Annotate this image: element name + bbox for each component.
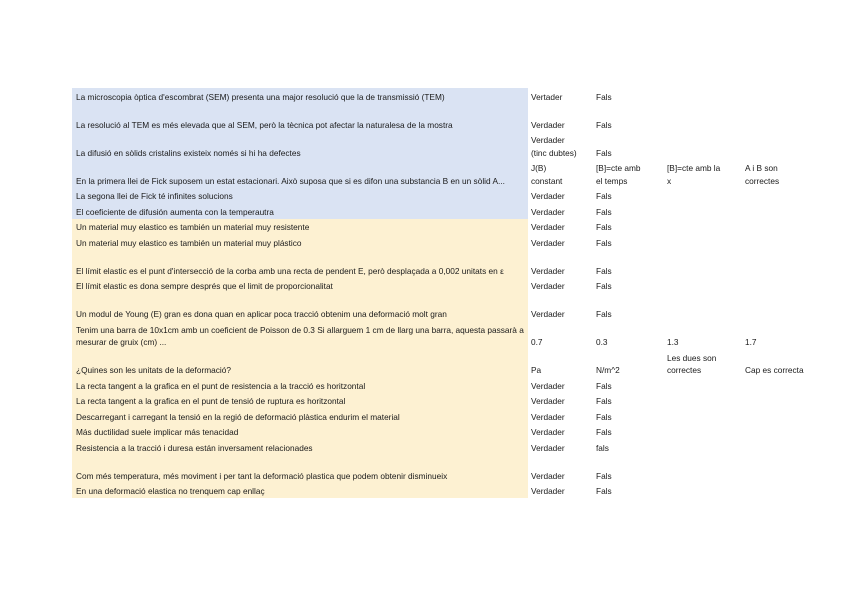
question-cell[interactable] [72,455,528,483]
question-cell[interactable] [72,278,528,294]
option-text: Fals [596,470,612,481]
option-cell[interactable] [531,278,595,294]
table-row [72,219,832,235]
table-row [72,377,832,393]
option-cell[interactable] [596,132,666,160]
question-cell[interactable] [72,439,528,455]
option-text: [B]=cte amb el temps [596,163,641,186]
option-cell[interactable] [596,219,666,235]
question-text: Un material muy elastico es también un material muy resistente [76,222,310,233]
option-cell[interactable] [745,321,831,349]
option-text: Fals [596,396,612,407]
question-cell[interactable] [72,250,528,278]
option-cell[interactable] [531,234,595,250]
option-cell[interactable] [596,393,666,409]
option-text: Verdader [531,396,565,407]
table-row [72,104,832,132]
table-row [72,234,832,250]
option-text: Cap es correcta [745,365,804,376]
question-text: La recta tangent a la grafica en el punt de resistencia a la tracció es horitzontal [76,380,366,391]
option-cell[interactable] [596,408,666,424]
option-text: Fals [596,237,612,248]
option-cell[interactable] [596,293,666,321]
option-cell[interactable] [596,203,666,219]
option-text: Verdader [531,119,565,130]
option-text: Fals [596,147,612,158]
table-row [72,188,832,204]
option-text: 1.7 [745,337,757,348]
option-cell[interactable] [596,104,666,132]
question-cell[interactable] [72,424,528,440]
question-cell[interactable] [72,188,528,204]
table-row [72,160,832,188]
option-text: Vertader [531,91,563,102]
table-row [72,408,832,424]
option-text: Fals [596,411,612,422]
option-cell[interactable] [745,349,831,377]
option-text: Verdader [531,309,565,320]
question-cell[interactable] [72,88,528,104]
option-text: Verdader [531,470,565,481]
option-text: Verdader [531,380,565,391]
table-row [72,203,832,219]
option-cell[interactable] [531,483,595,499]
question-text: Com més temperatura, més moviment i per tant la deformació plastica que podem obtenir disminueix [76,470,448,481]
option-cell[interactable] [596,424,666,440]
option-text: Fals [596,265,612,276]
option-text: Fals [596,427,612,438]
option-cell[interactable] [531,160,595,188]
table-row [72,424,832,440]
table-row [72,250,832,278]
question-text: La microscopia òptica d'escombrat (SEM) presenta una major resolució que la de transmissió (TEM) [76,91,445,102]
option-cell[interactable] [745,160,831,188]
option-text: Verdader [531,206,565,217]
question-cell[interactable] [72,203,528,219]
option-text: 0.3 [596,337,608,348]
option-text: N/m^2 [596,365,620,376]
question-text: ¿Quines son les unitats de la deformació? [76,365,231,376]
question-text: El límit elastic es dona sempre després que el limit de proporcionalitat [76,281,333,292]
option-cell[interactable] [531,104,595,132]
option-text: A i B son correctes [745,163,780,186]
option-cell[interactable] [596,250,666,278]
question-cell[interactable] [72,104,528,132]
option-cell[interactable] [531,321,595,349]
option-cell[interactable] [531,219,595,235]
question-cell[interactable] [72,483,528,499]
option-cell[interactable] [531,408,595,424]
option-text: Fals [596,119,612,130]
question-cell[interactable] [72,393,528,409]
table-row [72,293,832,321]
option-text: Fals [596,486,612,497]
question-text: La difusió en sòlids cristalins existeix només si hi ha defectes [76,147,301,158]
question-text: Un modul de Young (E) gran es dona quan en aplicar poca tracció obtenim una deformació molt gran [76,309,447,320]
option-cell[interactable] [596,160,666,188]
question-cell[interactable] [72,160,528,188]
table-row [72,88,832,104]
table-row [72,278,832,294]
question-text: La recta tangent a la grafica en el punt de tensió de ruptura es horitzontal [76,396,346,407]
option-cell[interactable] [667,160,743,188]
option-cell[interactable] [531,455,595,483]
option-cell[interactable] [531,393,595,409]
option-cell[interactable] [531,377,595,393]
option-text: 0.7 [531,337,543,348]
question-cell[interactable] [72,293,528,321]
question-text: Más ductilidad suele implicar más tenacidad [76,427,239,438]
question-text: Tenim una barra de 10x1cm amb un coeficient de Poisson de 0.3 Si allarguem 1 cm de llarg una barra, aquesta passarà a mesurar de gruix (cm) ... [76,324,524,348]
question-text: Resistencia a la tracció i duresa están inversament relacionades [76,442,313,453]
option-cell[interactable] [667,321,743,349]
option-text: [B]=cte amb la x [667,163,721,186]
option-cell[interactable] [596,349,666,377]
question-text: En una deformació elastica no trenquem cap enllaç [76,486,265,497]
question-cell[interactable] [72,234,528,250]
question-text: La resolució al TEM es més elevada que al SEM, però la tècnica pot afectar la naturalesa de la mostra [76,119,453,130]
question-text: Un material muy elastico es también un material muy plástico [76,237,302,248]
option-text: Verdader [531,237,565,248]
option-cell[interactable] [667,349,743,377]
question-text: El límit elastic es el punt d'intersecció de la corba amb una recta de pendent E, però desplaçada a 0,002 unitats en ε [76,265,504,276]
option-cell[interactable] [531,132,595,160]
option-text: fals [596,442,609,453]
table-row [72,455,832,483]
option-cell[interactable] [596,321,666,349]
question-cell[interactable] [72,321,528,349]
option-text: Fals [596,191,612,202]
option-text: Fals [596,380,612,391]
option-text: Verdader [531,442,565,453]
table-row [72,393,832,409]
option-text: Fals [596,222,612,233]
spreadsheet [72,88,832,498]
question-text: El coeficiente de difusión aumenta con la temperautra [76,206,274,217]
option-text: Fals [596,309,612,320]
question-cell[interactable] [72,132,528,160]
option-cell[interactable] [596,278,666,294]
option-cell[interactable] [596,88,666,104]
option-text: Verdader [531,222,565,233]
option-text: Verdader (tinc dubtes) [531,135,577,158]
option-cell[interactable] [531,88,595,104]
question-cell[interactable] [72,219,528,235]
option-cell[interactable] [531,293,595,321]
option-cell[interactable] [531,424,595,440]
option-text: Verdader [531,281,565,292]
option-cell[interactable] [596,377,666,393]
option-cell[interactable] [596,188,666,204]
option-cell[interactable] [531,250,595,278]
option-cell[interactable] [596,483,666,499]
question-cell[interactable] [72,408,528,424]
question-text: En la primera llei de Fick suposem un estat estacionari. Això suposa que si es difon una substancia B en un sòlid A... [76,175,505,186]
option-text: Les dues son correctes [667,352,717,376]
option-text: Fals [596,281,612,292]
option-cell[interactable] [531,188,595,204]
table-row [72,132,832,160]
option-cell[interactable] [596,234,666,250]
table-row [72,483,832,499]
question-text: Descarregant i carregant la tensió en la regió de deformació plàstica endurim el material [76,411,400,422]
option-text: 1.3 [667,337,679,348]
table-row [72,321,832,349]
option-text: Verdader [531,486,565,497]
option-text: Verdader [531,191,565,202]
option-cell[interactable] [531,439,595,455]
option-text: Verdader [531,411,565,422]
option-text: Verdader [531,265,565,276]
question-text: La segona llei de Fick té infinites solucions [76,191,233,202]
table-row [72,349,832,377]
option-text: Pa [531,365,542,376]
option-text: Fals [596,206,612,217]
option-cell[interactable] [596,439,666,455]
table-row [72,439,832,455]
question-cell[interactable] [72,377,528,393]
option-cell[interactable] [531,203,595,219]
option-cell[interactable] [531,349,595,377]
option-text: Verdader [531,427,565,438]
option-text: Fals [596,91,612,102]
option-cell[interactable] [596,455,666,483]
option-text: J(B) constant [531,163,563,186]
question-cell[interactable] [72,349,528,377]
